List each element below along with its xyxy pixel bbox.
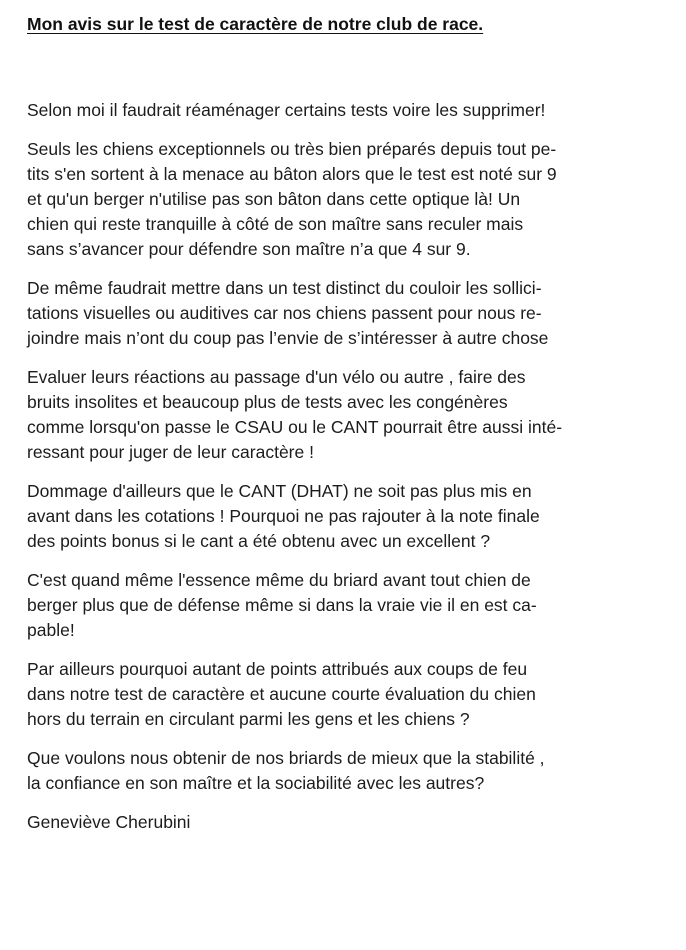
paragraph-line: tations visuelles ou auditives car nos chiens passent pour nous re- — [27, 303, 542, 323]
document-header — [27, 12, 675, 36]
paragraph-line: sans s’avancer pour défendre son maître n’a que 4 sur 9. — [27, 239, 471, 259]
paragraph-line: Par ailleurs pourquoi autant de points attribués aux coups de feu — [27, 659, 528, 679]
signature: Geneviève Cherubini — [27, 812, 191, 832]
paragraph-line: berger plus que de défense même si dans la vraie vie il en est ca- — [27, 595, 537, 615]
paragraph-line: dans notre test de caractère et aucune courte évaluation du chien — [27, 684, 536, 704]
paragraph-line: la confiance en son maître et la sociabilité avec les autres? — [27, 773, 485, 793]
paragraph-line: avant dans les cotations ! Pourquoi ne pas rajouter à la note finale — [27, 506, 540, 526]
paragraph-line: tits s'en sortent à la menace au bâton alors que le test est noté sur 9 — [27, 164, 557, 184]
paragraph-line: Selon moi il faudrait réaménager certains tests voire les supprimer! — [27, 100, 546, 120]
paragraph-6 — [27, 568, 667, 643]
paragraph-line: Que voulons nous obtenir de nos briards de mieux que la stabilité , — [27, 748, 545, 768]
paragraph-line: C'est quand même l'essence même du briard avant tout chien de — [27, 570, 531, 590]
paragraph-2 — [27, 137, 667, 262]
paragraph-8 — [27, 746, 667, 796]
paragraph-line: des points bonus si le cant a été obtenu avec un excellent ? — [27, 531, 491, 551]
paragraph-3 — [27, 276, 667, 351]
paragraph-line: pable! — [27, 620, 75, 640]
paragraph-line: comme lorsqu'on passe le CSAU ou le CANT pourrait être aussi inté- — [27, 417, 563, 437]
paragraph-line: Dommage d'ailleurs que le CANT (DHAT) ne soit pas plus mis en — [27, 481, 532, 501]
paragraph-line: ressant pour juger de leur caractère ! — [27, 442, 314, 462]
paragraph-line: bruits insolites et beaucoup plus de tests avec les congénères — [27, 392, 508, 412]
paragraph-line: et qu'un berger n'utilise pas son bâton dans cette optique là! Un — [27, 189, 521, 209]
paragraph-4 — [27, 365, 667, 465]
paragraph-line: joindre mais n’ont du coup pas l’envie de s’intéresser à autre chose — [27, 328, 549, 348]
paragraph-line: hors du terrain en circulant parmi les gens et les chiens ? — [27, 709, 470, 729]
document-body — [27, 98, 667, 835]
paragraph-line: Seuls les chiens exceptionnels ou très bien préparés depuis tout pe- — [27, 139, 557, 159]
paragraph-line: chien qui reste tranquille à côté de son maître sans reculer mais — [27, 214, 524, 234]
paragraph-line: De même faudrait mettre dans un test distinct du couloir les sollici- — [27, 278, 542, 298]
paragraph-1 — [27, 98, 667, 123]
page-title: Mon avis sur le test de caractère de notre club de race. — [27, 14, 484, 34]
paragraph-7 — [27, 657, 667, 732]
paragraph-5 — [27, 479, 667, 554]
paragraph-line: Evaluer leurs réactions au passage d'un vélo ou autre , faire des — [27, 367, 526, 387]
